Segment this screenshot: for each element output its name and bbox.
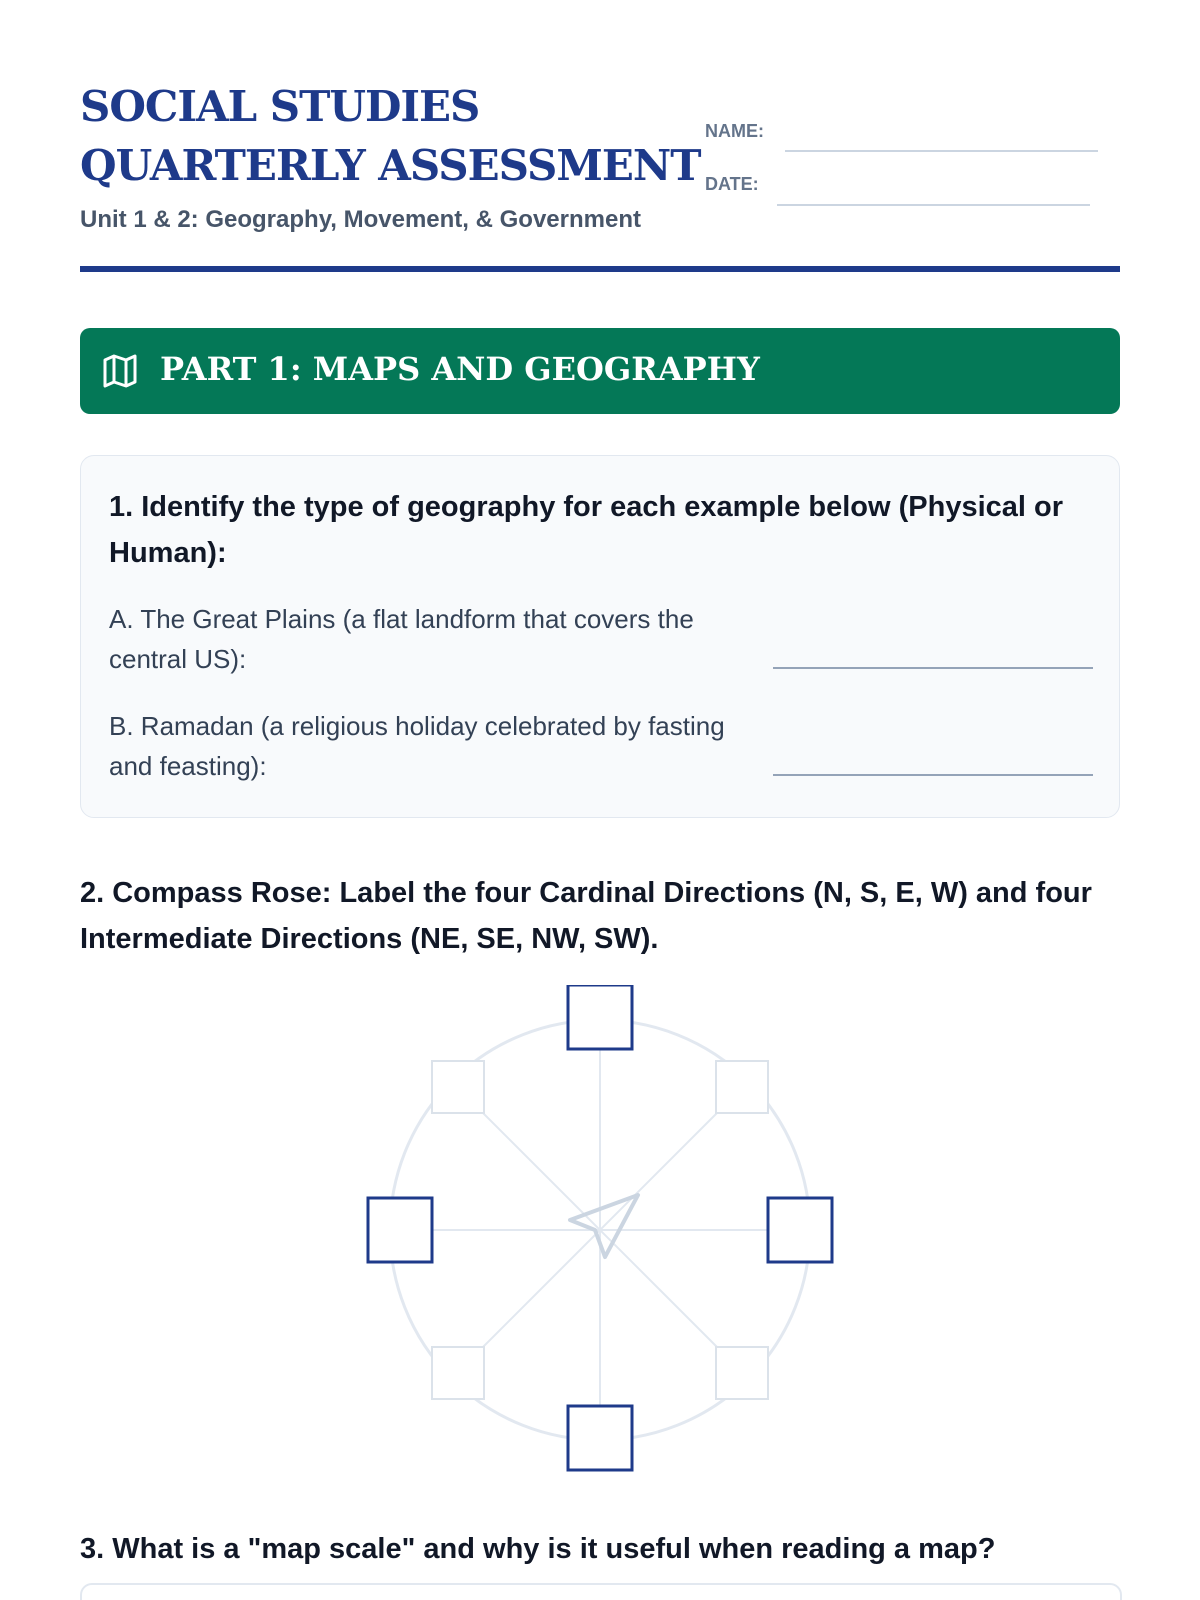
compass-box-northeast[interactable] (716, 1061, 768, 1113)
compass-box-southeast[interactable] (716, 1347, 768, 1399)
compass-box-northwest[interactable] (432, 1061, 484, 1113)
compass-box-southwest[interactable] (432, 1347, 484, 1399)
question1-item-b: B. Ramadan (a religious holiday celebrated by fasting and feasting): (109, 711, 725, 781)
date-label: DATE: (705, 174, 759, 194)
part1-title: PART 1: MAPS AND GEOGRAPHY (160, 350, 760, 388)
question1-card (80, 455, 1120, 818)
title-line-1: SOCIAL STUDIES (80, 82, 480, 131)
question3-prompt: 3. What is a "map scale" and why is it useful when reading a map? (80, 1533, 996, 1565)
subtitle: Unit 1 & 2: Geography, Movement, & Government (80, 206, 641, 233)
map-icon (102, 354, 138, 388)
compass-box-north[interactable] (568, 985, 632, 1049)
answer-line-b[interactable] (773, 774, 1093, 776)
question1-prompt: 1. Identify the type of geography for each example below (Physical or Human): (109, 491, 1064, 569)
question1-item-a: A. The Great Plains (a flat landform that covers the central US): (109, 604, 694, 674)
compass-rose (350, 985, 850, 1475)
compass-box-west[interactable] (368, 1198, 432, 1262)
part1-banner (80, 328, 1120, 414)
compass-box-east[interactable] (768, 1198, 832, 1262)
name-label: NAME: (705, 121, 764, 141)
question3-answer-box[interactable] (80, 1583, 1122, 1600)
answer-line-a[interactable] (773, 667, 1093, 669)
name-field[interactable] (785, 150, 1098, 152)
question2-prompt: 2. Compass Rose: Label the four Cardinal Directions (N, S, E, W) and four Intermediate Directions (NE, SE, NW, SW). (80, 877, 1092, 955)
title-line-2: QUARTERLY ASSESSMENT (80, 141, 701, 190)
date-field[interactable] (777, 204, 1090, 206)
compass-box-south[interactable] (568, 1406, 632, 1470)
header-divider (80, 266, 1120, 272)
